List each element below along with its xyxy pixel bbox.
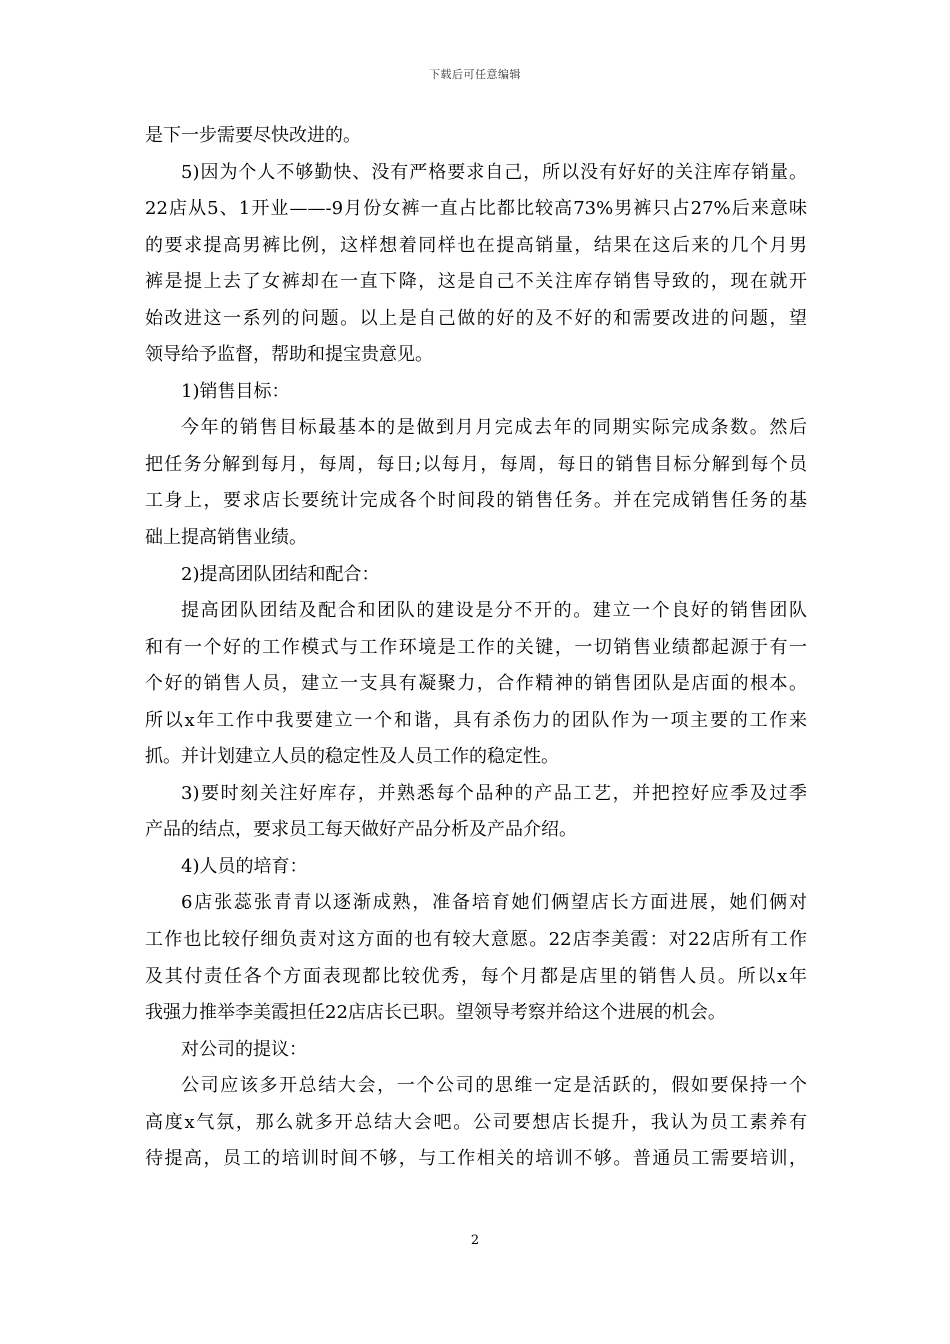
page-header: 下载后可任意编辑 — [429, 68, 521, 81]
page-number: 2 — [470, 1233, 480, 1248]
paragraph-line: 提高团队团结及配合和团队的建设是分不开的。建立一个良好的销售团队 — [181, 600, 807, 622]
paragraph-line: 裤是提上去了女裤却在一直下降，这是自己不关注库存销售导致的，现在就开 — [145, 271, 807, 293]
paragraph-line: 领导给予监督，帮助和提宝贵意见。 — [145, 344, 433, 366]
paragraph-line: 22店从5、1开业——-9月份女裤一直占比都比较高73%男裤只占27%后来意味 — [145, 198, 807, 220]
body-text — [145, 118, 807, 1178]
paragraph-line: 工身上，要求店长要统计完成各个时间段的销售任务。并在完成销售任务的基 — [145, 490, 807, 512]
paragraph-line: 5)因为个人不够勤快、没有严格要求自己，所以没有好好的关注库存销量。 — [181, 161, 807, 183]
paragraph-line: 公司应该多开总结大会，一个公司的思维一定是活跃的，假如要保持一个 — [181, 1075, 807, 1097]
paragraph-line: 个好的销售人员，建立一支具有凝聚力，合作精神的销售团队是店面的根本。 — [145, 673, 807, 695]
paragraph-line: 今年的销售目标最基本的是做到月月完成去年的同期实际完成条数。然后 — [181, 417, 807, 439]
paragraph-line: 待提高，员工的培训时间不够，与工作相关的培训不够。普通员工需要培训， — [145, 1148, 807, 1170]
paragraph-line: 我强力推举李美霞担任22店店长已职。望领导考察并给这个进展的机会。 — [145, 1002, 726, 1024]
section-heading: 1)销售目标： — [181, 380, 290, 402]
paragraph-line: 工作也比较仔细负责对这方面的也有较大意愿。22店李美霞：对22店所有工作 — [145, 929, 807, 951]
section-heading: 对公司的提议： — [181, 1038, 307, 1060]
paragraph-line: 把任务分解到每月，每周，每日;以每月，每周，每日的销售目标分解到每个员 — [145, 453, 807, 475]
paragraph-line: 是下一步需要尽快改进的。 — [145, 125, 361, 146]
paragraph-line: 始改进这一系列的问题。以上是自己做的好的及不好的和需要改进的问题，望 — [145, 307, 807, 329]
paragraph-line: 6店张蕊张青青以逐渐成熟，准备培育她们俩望店长方面进展，她们俩对 — [181, 892, 807, 914]
section-heading: 2)提高团队团结和配合： — [181, 563, 380, 585]
paragraph-line: 及其付责任各个方面表现都比较优秀，每个月都是店里的销售人员。所以x年 — [145, 965, 807, 987]
section-heading: 4)人员的培育： — [181, 855, 308, 877]
paragraph-line: 抓。并计划建立人员的稳定性及人员工作的稳定性。 — [145, 746, 559, 768]
paragraph-line: 础上提高销售业绩。 — [145, 527, 307, 549]
paragraph-line: 产品的结点，要求员工每天做好产品分析及产品介绍。 — [145, 819, 577, 841]
paragraph-line: 和有一个好的工作模式与工作环境是工作的关键，一切销售业绩都起源于有一 — [145, 636, 807, 658]
paragraph-line: 所以x年工作中我要建立一个和谐，具有杀伤力的团队作为一项主要的工作来 — [145, 709, 807, 731]
paragraph-line: 3)要时刻关注好库存，并熟悉每个品种的产品工艺，并把控好应季及过季 — [181, 782, 807, 804]
paragraph-line: 的要求提高男裤比例，这样想着同样也在提高销量，结果在这后来的几个月男 — [145, 234, 807, 256]
paragraph-line: 高度x气氛，那么就多开总结大会吧。公司要想店长提升，我认为员工素养有 — [145, 1111, 807, 1133]
